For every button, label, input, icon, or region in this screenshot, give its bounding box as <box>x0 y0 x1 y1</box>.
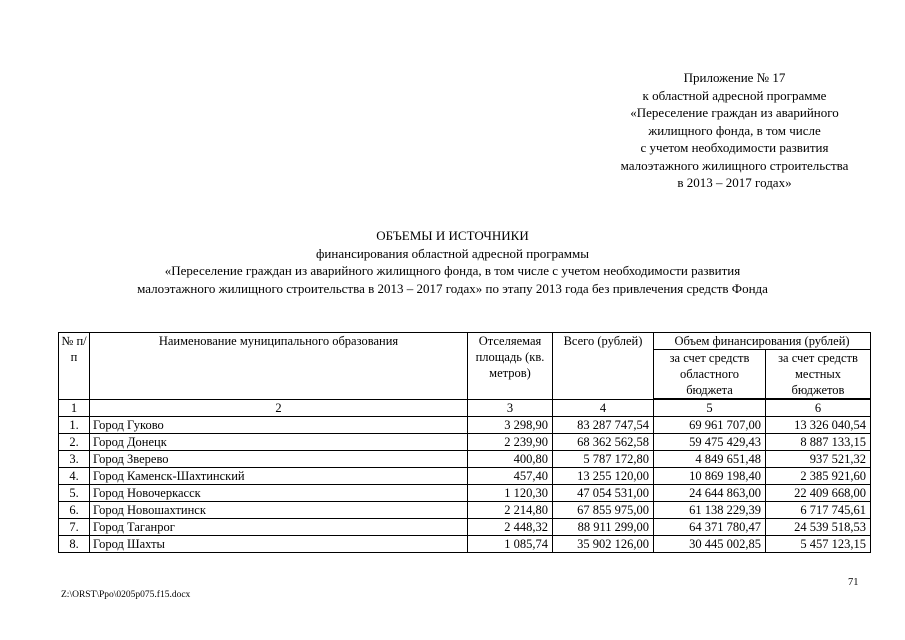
column-index-row <box>59 399 871 417</box>
municipality-name: Город Таганрог <box>90 519 468 536</box>
area-value: 2 239,90 <box>468 434 553 451</box>
row-number: 7. <box>59 519 90 536</box>
table-row <box>59 536 871 553</box>
regional-budget-value: 61 138 229,39 <box>654 502 766 519</box>
area-value: 2 214,80 <box>468 502 553 519</box>
area-value: 400,80 <box>468 451 553 468</box>
regional-budget-value: 24 644 863,00 <box>654 485 766 502</box>
total-value: 88 911 299,00 <box>553 519 654 536</box>
column-index: 1 <box>59 399 90 417</box>
municipality-name: Город Зверево <box>90 451 468 468</box>
header-regional: за счет средств областного бюджета <box>654 350 766 400</box>
column-index: 4 <box>553 399 654 417</box>
local-budget-value: 937 521,32 <box>766 451 871 468</box>
appendix-line: жилищного фонда, в том числе <box>648 122 821 138</box>
area-value: 2 448,32 <box>468 519 553 536</box>
table-row <box>59 519 871 536</box>
row-number: 8. <box>59 536 90 553</box>
row-number: 5. <box>59 485 90 502</box>
column-index: 3 <box>468 399 553 417</box>
regional-budget-value: 69 961 707,00 <box>654 417 766 434</box>
local-budget-value: 13 326 040,54 <box>766 417 871 434</box>
total-value: 13 255 120,00 <box>553 468 654 485</box>
local-budget-value: 24 539 518,53 <box>766 519 871 536</box>
total-value: 68 362 562,58 <box>553 434 654 451</box>
municipality-name: Город Каменск-Шахтинский <box>90 468 468 485</box>
heading-line: «Переселение граждан из аварийного жилищного фонда, в том числе с учетом необходимости развития <box>164 263 741 278</box>
municipality-name: Город Шахты <box>90 536 468 553</box>
header-total: Всего (рублей) <box>553 333 654 400</box>
regional-budget-value: 4 849 651,48 <box>654 451 766 468</box>
document-title: ОБЪЕМЫ И ИСТОЧНИКИ <box>376 228 529 243</box>
appendix-line: с учетом необходимости развития <box>640 140 829 155</box>
column-index: 5 <box>654 399 766 417</box>
page-number: 71 <box>848 577 859 588</box>
row-number: 1. <box>59 417 90 434</box>
total-value: 83 287 747,54 <box>553 417 654 434</box>
table-row <box>59 417 871 434</box>
header-area: Отселяемая площадь (кв. метров) <box>468 333 553 400</box>
row-number: 3. <box>59 451 90 468</box>
row-number: 2. <box>59 434 90 451</box>
local-budget-value: 22 409 668,00 <box>766 485 871 502</box>
area-value: 1 085,74 <box>468 536 553 553</box>
regional-budget-value: 64 371 780,47 <box>654 519 766 536</box>
heading-line: финансирования областной адресной программы <box>316 245 589 261</box>
header-name: Наименование муниципального образования <box>90 333 468 400</box>
appendix-line: Приложение № 17 <box>683 70 786 85</box>
table-row <box>59 502 871 519</box>
total-value: 5 787 172,80 <box>553 451 654 468</box>
total-value: 35 902 126,00 <box>553 536 654 553</box>
appendix-block <box>592 69 877 192</box>
local-budget-value: 6 717 745,61 <box>766 502 871 519</box>
area-value: 1 120,30 <box>468 485 553 502</box>
table-row <box>59 485 871 502</box>
municipality-name: Город Донецк <box>90 434 468 451</box>
regional-budget-value: 10 869 198,40 <box>654 468 766 485</box>
header-number: № п/п <box>59 333 90 400</box>
column-index: 6 <box>766 399 871 417</box>
table-row <box>59 451 871 468</box>
municipality-name: Город Новочеркасск <box>90 485 468 502</box>
header-local: за счет средств местных бюджетов <box>766 350 871 400</box>
appendix-line: в 2013 – 2017 годах» <box>677 175 792 190</box>
appendix-line: к областной адресной программе <box>642 87 827 103</box>
area-value: 457,40 <box>468 468 553 485</box>
regional-budget-value: 30 445 002,85 <box>654 536 766 553</box>
appendix-line: «Переселение граждан из аварийного <box>630 105 839 120</box>
header-funding: Объем финансирования (рублей) <box>654 333 871 350</box>
municipality-name: Город Гуково <box>90 417 468 434</box>
local-budget-value: 5 457 123,15 <box>766 536 871 553</box>
heading-line: малоэтажного жилищного строительства в 2013 – 2017 годах» по этапу 2013 года без привлечения средств Фонда <box>137 280 768 296</box>
total-value: 47 054 531,00 <box>553 485 654 502</box>
total-value: 67 855 975,00 <box>553 502 654 519</box>
regional-budget-value: 59 475 429,43 <box>654 434 766 451</box>
column-index: 2 <box>90 399 468 417</box>
row-number: 4. <box>59 468 90 485</box>
funding-table <box>58 332 871 553</box>
municipality-name: Город Новошахтинск <box>90 502 468 519</box>
row-number: 6. <box>59 502 90 519</box>
local-budget-value: 8 887 133,15 <box>766 434 871 451</box>
local-budget-value: 2 385 921,60 <box>766 468 871 485</box>
document-heading <box>0 227 905 297</box>
file-path: Z:\ORST\Ppo\0205p075.f15.docx <box>61 590 191 600</box>
table-row <box>59 434 871 451</box>
appendix-line: малоэтажного жилищного строительства <box>620 157 849 173</box>
area-value: 3 298,90 <box>468 417 553 434</box>
table-row <box>59 468 871 485</box>
